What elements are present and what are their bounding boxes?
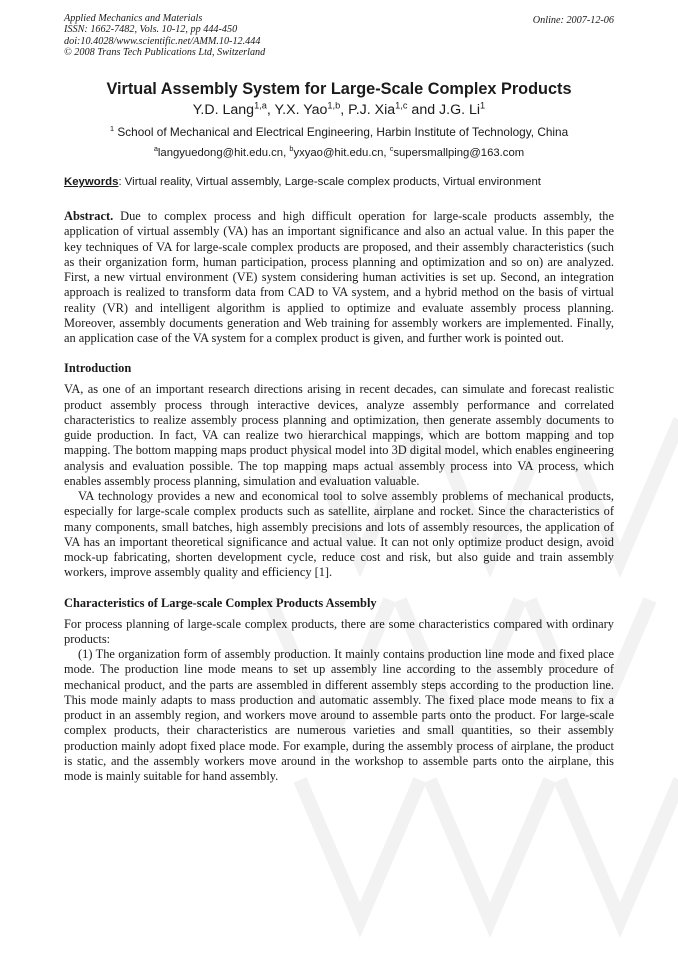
copyright-line: © 2008 Trans Tech Publications Ltd, Switzerland — [64, 46, 266, 58]
author-list — [64, 102, 614, 118]
keywords-text: : Virtual reality, Virtual assembly, Large-scale complex products, Virtual environment — [118, 176, 541, 188]
doi-line: doi:10.4028/www.scientific.net/AMM.10-12.444 — [64, 35, 261, 47]
author: Y.D. Lang — [192, 102, 255, 118]
journal-header — [64, 13, 614, 65]
section-heading-introduction: Introduction — [64, 361, 132, 376]
affiliation-sup: 1 — [109, 124, 115, 134]
intro-paragraph-1: VA, as one of an important research directions arising in recent decades, can simulate and forecast realistic product assembly process through interactive devices, analyze assembly performance and correlated characteristics to realize assembly process planning and optimization, then generate assembly documents to guide production. In fact, VA can realize two hierarchical mappings, which are bottom mapping and top mapping. The bottom mapping maps product physical model into 3D digital model, which enables engineering analysis and evaluation possible. The top mapping maps actual assembly process into VA process, which enables assembly process planning, simulation and evaluation valuable. — [64, 382, 614, 488]
journal-name: Applied Mechanics and Materials — [64, 13, 203, 24]
intro-paragraph-2: VA technology provides a new and economical tool to solve assembly problems of mechanical products, especially for large-scale complex products such as satellite, airplane and rocket. Since the characteristics of many components, small batches, high assembly precisions and lots of assembly resources, the application of VA has an important theoretical significance and actual value. It can not only optimize product design, avoid mock-up fabricating, shorten development cycle, reduce cost and risk, but also guide and train assembly workers, improve assembly quality and efficiency [1]. — [64, 489, 614, 580]
author-affil-sup: 1,a — [254, 100, 267, 111]
keywords-line — [64, 176, 614, 188]
author-affil-sup: 1,c — [395, 100, 408, 111]
abstract-label: Abstract. — [64, 209, 114, 223]
paper-title: Virtual Assembly System for Large-Scale Complex Products — [106, 80, 572, 98]
author-affil-sup: 1 — [480, 100, 486, 111]
email-sup: c — [389, 144, 394, 154]
characteristics-paragraph-1: For process planning of large-scale complex products, there are some characteristics compared with ordinary products: — [64, 616, 614, 646]
affiliation — [64, 125, 614, 139]
online-date: Online: 2007-12-06 — [532, 15, 614, 26]
author-affil-sup: 1,b — [327, 100, 341, 111]
author-separator: , — [340, 102, 349, 118]
issn-line: ISSN: 1662-7482, Vols. 10-12, pp 444-450 — [64, 24, 238, 36]
author: J.G. Li — [439, 102, 481, 118]
author: Y.X. Yao — [274, 102, 328, 118]
abstract — [64, 209, 614, 346]
email-link[interactable]: langyuedong@hit.edu.cn, — [157, 147, 290, 159]
email-list — [64, 144, 614, 159]
author-separator: and — [407, 102, 440, 118]
paper-page — [64, 13, 614, 784]
affiliation-text: School of Mechanical and Electrical Engineering, Harbin Institute of Technology, China — [117, 125, 569, 139]
abstract-text: Due to complex process and high difficult operation for large-scale products assembly, the application of virtual assembly (VA) has an important significance and also an actual value. In this paper the key techniques of VA for large-scale complex products are proposed, and their assembly characteristics (such as their organization form, human participation, process planning and optimization and so on) are analyzed. First, a new virtual environment (VE) system considering human activities is set up. Second, an integration approach is realized to transform data from CAD to VA system, and a hybrid method on the basis of virtual reality (VR) and intelligent algorithm is applied to optimize and evaluate assembly process planning. Moreover, assembly documents generation and Web training for assembly workers are implemented. Finally, an application case of the VA system for a complex product is given, and further work is pointed out. — [64, 209, 614, 345]
email-sup: b — [289, 144, 294, 154]
section-heading-characteristics: Characteristics of Large-scale Complex Products Assembly — [64, 595, 377, 610]
email-link[interactable]: yxyao@hit.edu.cn, — [293, 147, 390, 159]
author: P.J. Xia — [348, 102, 396, 118]
keywords-label: Keywords — [64, 176, 119, 188]
email-link[interactable]: supersmallping@163.com — [393, 147, 525, 159]
characteristics-paragraph-2: (1) The organization form of assembly production. It mainly contains production line mode and fixed place mode. The production line mode means to set up assembly line according to the assembly procedure of mechanical product, and the parts are assembled in different assembly steps according to the production line. This mode mainly adapts to mass production and automatic assembly. The fixed place mode means to fix a product in an assembly region, and workers move around to assemble parts onto the product. For large-scale complex products, their characteristics are numerous varieties and small quantities, so their assembly production mainly adopt fixed place mode. For example, during the assembly process of airplane, the product is static, and the assembly workers move around in the workshop to assemble parts onto the airplane, this mode is mainly suitable for hand assembly. — [64, 647, 614, 783]
author-separator: , — [266, 102, 275, 118]
email-sup: a — [153, 144, 158, 154]
